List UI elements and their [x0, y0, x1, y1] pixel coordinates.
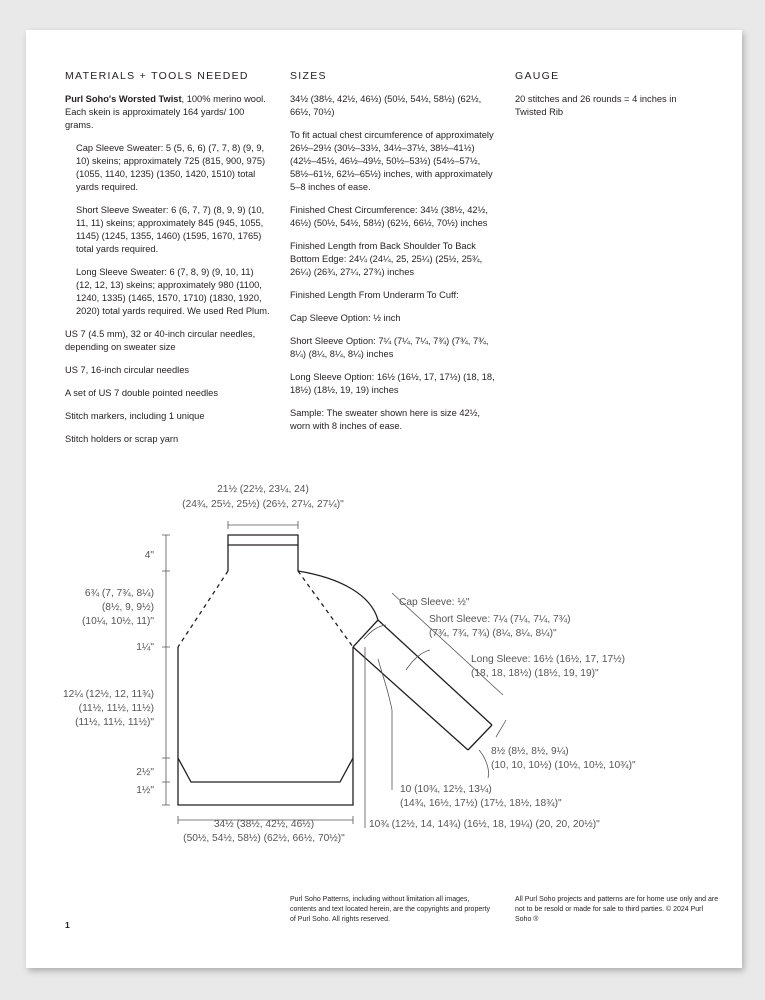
- collar-outline: [228, 535, 298, 545]
- body-length-label-2: (11½, 11½, 11½): [78, 703, 154, 714]
- gauge-text: 20 stitches and 26 rounds = 4 inches in Twisted Rib: [515, 94, 677, 117]
- pattern-page: [26, 30, 742, 968]
- cap-sleeve-option: Cap Sleeve Option: ½ inch: [290, 313, 401, 323]
- page-number: 1: [65, 920, 70, 930]
- long-sleeve-option: Long Sleeve Option: 16½ (16½, 17, 17½) (18, 18, 18½) (18½, 19, 19) inches: [290, 372, 495, 395]
- raglan-left: [178, 571, 228, 647]
- sleeve-bottom-edge: [353, 647, 468, 750]
- short-sleeve-label-2: (7¾, 7¾, 7¾) (8¼, 8¼, 8¼)": [429, 628, 557, 639]
- short-arc: [406, 650, 430, 670]
- cuff-width-label-1: 8½ (8½, 8½, 9¼): [491, 746, 569, 757]
- neck-width-label-1: 21½ (22½, 23¼, 24): [217, 484, 309, 495]
- upper-arm-label-2: (14¾, 16½, 17½) (17½, 18½, 18¾)": [400, 798, 562, 809]
- chest-label-2: (50½, 54½, 58½) (62½, 66½, 70½)": [183, 833, 345, 844]
- rib-bottom-label: 1½": [136, 785, 154, 796]
- finished-length: Finished Length from Back Shoulder To Back Bottom Edge: 24¼ (24¼, 25, 25¼) (25½, 25¾, 26¼) (26¾, 27¼, 27¾) inches: [290, 241, 483, 277]
- underarm-depth-label: 1¼": [136, 642, 154, 653]
- fit-description: To fit actual chest circumference of approximately 26½–29½ (30½–33½, 34½–37½, 38½–41½) (42½–45½, 46½–49½, 50½–53½) (54½–57½, 58½–61½, 62½–65½) inches, with approximately 5–8 inches of ease.: [290, 130, 494, 192]
- circular-needles-short: US 7, 16-inch circular needles: [65, 365, 190, 375]
- sleeve-cap-top: [298, 571, 378, 620]
- short-sleeve-label-1: Short Sleeve: 7¼ (7¼, 7¼, 7¾): [429, 614, 571, 625]
- yoke-depth-label-2: (8½, 9, 9½): [101, 602, 154, 613]
- sample-note: Sample: The sweater shown here is size 42½, worn with 8 inches of ease.: [290, 408, 480, 431]
- sleeve-width-label: 10¾ (12½, 14, 14¾) (16½, 18, 19¼) (20, 20, 20½)": [369, 819, 600, 830]
- double-pointed-needles: A set of US 7 double pointed needles: [65, 388, 218, 398]
- yoke-depth-label-3: (10¼, 10½, 11)": [82, 616, 154, 627]
- hem-rib-line: [178, 758, 353, 782]
- body-length-label-1: 12¼ (12½, 12, 11¾): [63, 689, 154, 700]
- short-sleeve-yardage: Short Sleeve Sweater: 6 (6, 7, 7) (8, 9, 9) (10, 11, 11) skeins; approximately 845 (945, 1055, 1145) (1245, 1355, 1460) (1595, 1670, 1765) total yards required.: [76, 205, 265, 254]
- underarm-to-cuff: Finished Length From Underarm To Cuff:: [290, 290, 459, 300]
- sizes-heading: SIZES: [290, 70, 327, 82]
- cap-sleeve-label: Cap Sleeve: ½": [399, 597, 470, 608]
- upper-arm-arc: [378, 659, 392, 710]
- long-sleeve-label-2: (18, 18, 18½) (18½, 19, 19)": [471, 668, 599, 679]
- cuff-edge: [468, 725, 492, 750]
- materials-heading: MATERIALS + TOOLS NEEDED: [65, 70, 249, 82]
- collar-height-label: 4": [144, 550, 154, 561]
- sleeve-length-line: [392, 593, 503, 695]
- neck-width-label-2: (24¾, 25½, 25½) (26½, 27¼, 27¼)": [182, 499, 344, 510]
- long-arc: [496, 720, 506, 737]
- circular-needles-long: US 7 (4.5 mm), 32 or 40-inch circular needles, depending on sweater size: [65, 329, 256, 352]
- yoke-depth-label-1: 6¾ (7, 7¾, 8¼): [84, 588, 154, 599]
- short-sleeve-option: Short Sleeve Option: 7¼ (7¼, 7¼, 7¾) (7¾, 7¾, 8¼) (8¼, 8¼, 8¼) inches: [290, 336, 489, 359]
- stitch-holders: Stitch holders or scrap yarn: [65, 434, 179, 444]
- gauge-heading: GAUGE: [515, 70, 560, 82]
- chest-label-1: 34½ (38½, 42½, 46½): [213, 819, 315, 830]
- stitch-markers: Stitch markers, including 1 unique: [65, 411, 205, 421]
- copyright-notice: Purl Soho Patterns, including without limitation all images, contents and text located herein, are the copyrights and property of Purl Soho. All rights reserved.: [290, 896, 491, 923]
- body-outline: [178, 647, 353, 805]
- cuff-width-label-2: (10, 10, 10½) (10½, 10½, 10¾)": [491, 760, 636, 771]
- sizes-list: 34½ (38½, 42½, 46½) (50½, 54½, 58½) (62½, 66½, 70½): [290, 94, 482, 117]
- sweater-schematic: [26, 30, 742, 968]
- yarn-name: Purl Soho's Worsted Twist: [65, 94, 182, 104]
- cuff-arc: [479, 750, 489, 778]
- rib-top-label: 2½": [136, 767, 154, 778]
- long-sleeve-label-1: Long Sleeve: 16½ (16½, 17, 17½): [471, 654, 626, 665]
- cap-sleeve-yardage: Cap Sleeve Sweater: 5 (5, 6, 6) (7, 7, 8) (9, 9, 10) skeins; approximately 725 (815, 900, 975) (1055, 1140, 1235) (1350, 1420, 1510) total yards required.: [76, 143, 266, 192]
- body-length-label-3: (11½, 11½, 11½)": [75, 717, 154, 728]
- yarn-details: , 100% merino wool. Each skein is approximately 164 yards/ 100 grams.: [65, 94, 266, 130]
- long-sleeve-yardage: Long Sleeve Sweater: 6 (7, 8, 9) (9, 10, 11) (12, 12, 13) skeins; approximately 980 (1100, 1240, 1335) (1465, 1570, 1710) (1830, 1920, 2020) total yards required. We used Red Plum.: [76, 267, 270, 316]
- raglan-right: [298, 571, 353, 647]
- finished-chest: Finished Chest Circumference: 34½ (38½, 42½, 46½) (50½, 54½, 58½) (62½, 66½, 70½) inches: [290, 205, 488, 228]
- usage-notice: All Purl Soho projects and patterns are for home use only and are not to be resold or made for sale to third parties. © 2024 Purl Soho ®: [515, 896, 719, 923]
- sleeve-cap-line: [353, 620, 378, 647]
- upper-arm-label-1: 10 (10¾, 12½, 13¼): [400, 784, 492, 795]
